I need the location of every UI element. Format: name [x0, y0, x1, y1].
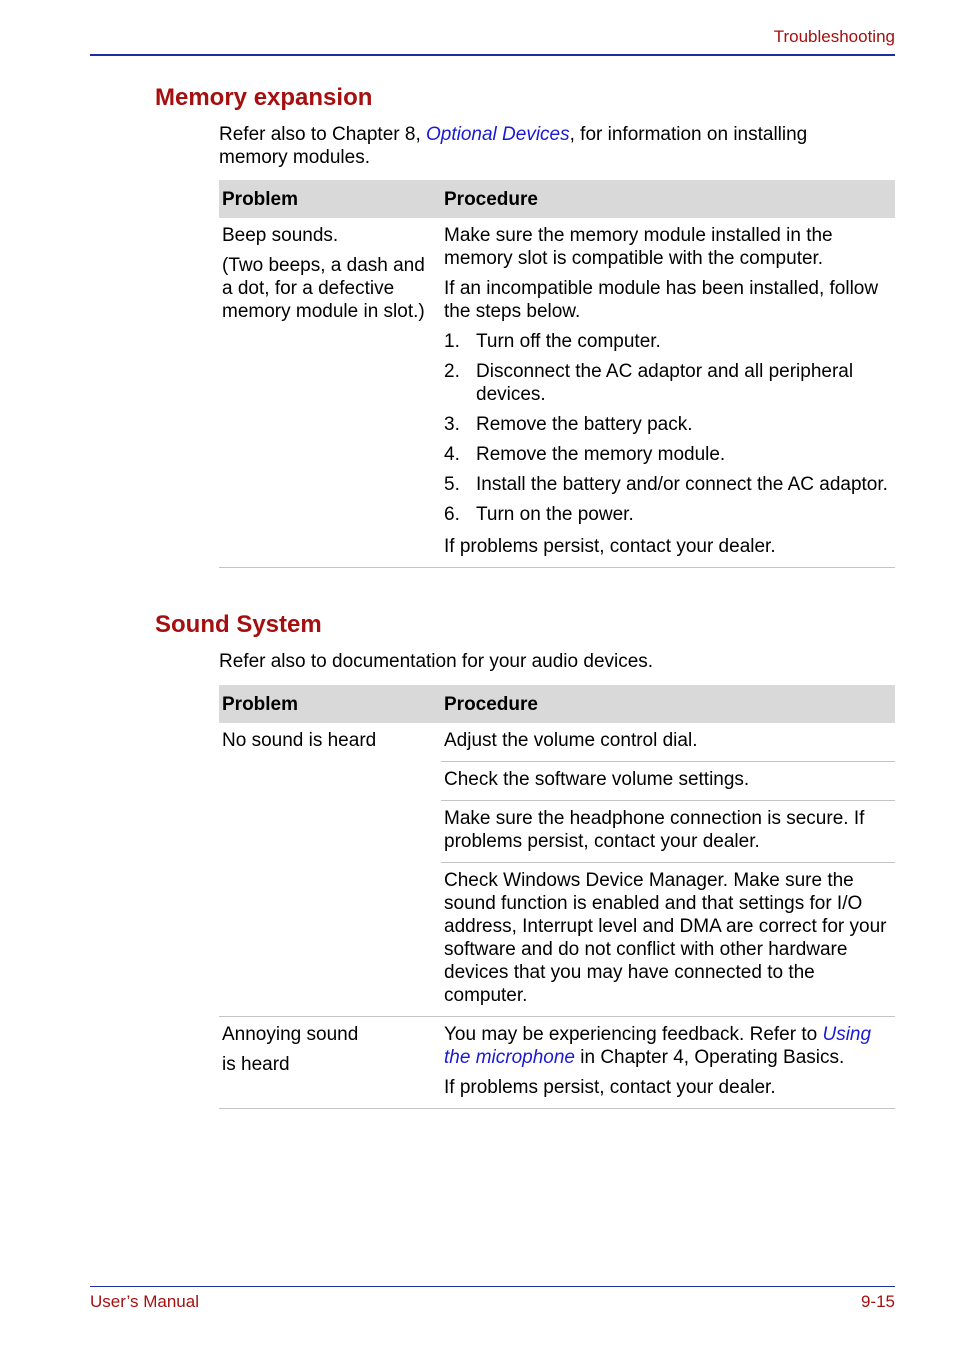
table-row — [219, 1017, 895, 1109]
procedure-cell: Adjust the volume control dial. — [444, 730, 698, 751]
problem-text: Beep sounds. — [222, 225, 339, 246]
problem-detail: (Two beeps, a dash and a dot, for a defective memory module in slot.) — [222, 255, 425, 322]
steps-list — [444, 330, 892, 526]
table-row — [219, 218, 895, 568]
problem-cell — [219, 218, 441, 568]
memory-table — [219, 180, 895, 568]
procedure-text: Make sure the memory module installed in the memory slot is compatible with the computer. — [444, 225, 833, 269]
sound-intro: Refer also to documentation for your audio devices. — [219, 651, 654, 672]
procedure-cell: Check the software volume settings. — [441, 762, 895, 801]
problem-cell — [219, 1017, 441, 1109]
memory-intro: Refer also to Chapter 8, Optional Devices, for information on installing memory modules. — [219, 124, 808, 168]
section-title-memory: Memory expansion — [155, 84, 373, 111]
list-item: 1. Turn off the computer. — [444, 331, 661, 352]
table-row — [219, 863, 895, 1017]
list-item: 6. Turn on the power. — [444, 504, 634, 525]
section-title-sound: Sound System — [155, 611, 322, 638]
procedure-cell — [441, 1017, 895, 1109]
procedure-cell: Check Windows Device Manager. Make sure the sound function is enabled and that settings for I/O address, Interrupt level and DMA are correct for your software and do not conflict with other hardware devices that you may have connected to the computer. — [441, 863, 895, 1017]
procedure-text: You may be experiencing feedback. Refer to Using the microphone in Chapter 4, Operating Basics. — [444, 1024, 872, 1068]
list-item: 2. Disconnect the AC adaptor and all peripheral devices. — [444, 361, 854, 405]
procedure-text: If problems persist, contact your dealer. — [444, 536, 776, 557]
header-rule — [90, 54, 895, 56]
table-row — [219, 801, 895, 863]
optional-devices-link[interactable]: Optional Devices — [426, 124, 570, 145]
page-number: 9-15 — [860, 1292, 895, 1311]
procedure-cell — [441, 218, 895, 568]
table-row — [219, 723, 895, 762]
column-header-problem: Problem — [219, 180, 441, 218]
problem-text: Annoying sound — [222, 1024, 359, 1045]
list-item: 4. Remove the memory module. — [444, 444, 726, 465]
column-header-procedure: Procedure — [441, 180, 895, 218]
procedure-cell: Make sure the headphone connection is secure. If problems persist, contact your dealer. — [441, 801, 895, 863]
problem-text: is heard — [222, 1054, 290, 1075]
table-row — [219, 762, 895, 801]
column-header-problem: Problem — [219, 685, 441, 723]
column-header-procedure: Procedure — [441, 685, 895, 723]
procedure-text: If problems persist, contact your dealer. — [444, 1077, 776, 1098]
using-microphone-link[interactable]: Using the microphone — [444, 1024, 872, 1068]
footer-rule — [90, 1286, 895, 1287]
sound-table — [219, 685, 895, 1109]
running-header: Troubleshooting — [773, 27, 895, 46]
problem-cell: No sound is heard — [222, 730, 377, 751]
procedure-text: If an incompatible module has been installed, follow the steps below. — [444, 278, 879, 322]
list-item: 3. Remove the battery pack. — [444, 414, 693, 435]
footer-manual-title: User’s Manual — [90, 1292, 199, 1311]
list-item: 5. Install the battery and/or connect the AC adaptor. — [444, 474, 888, 495]
